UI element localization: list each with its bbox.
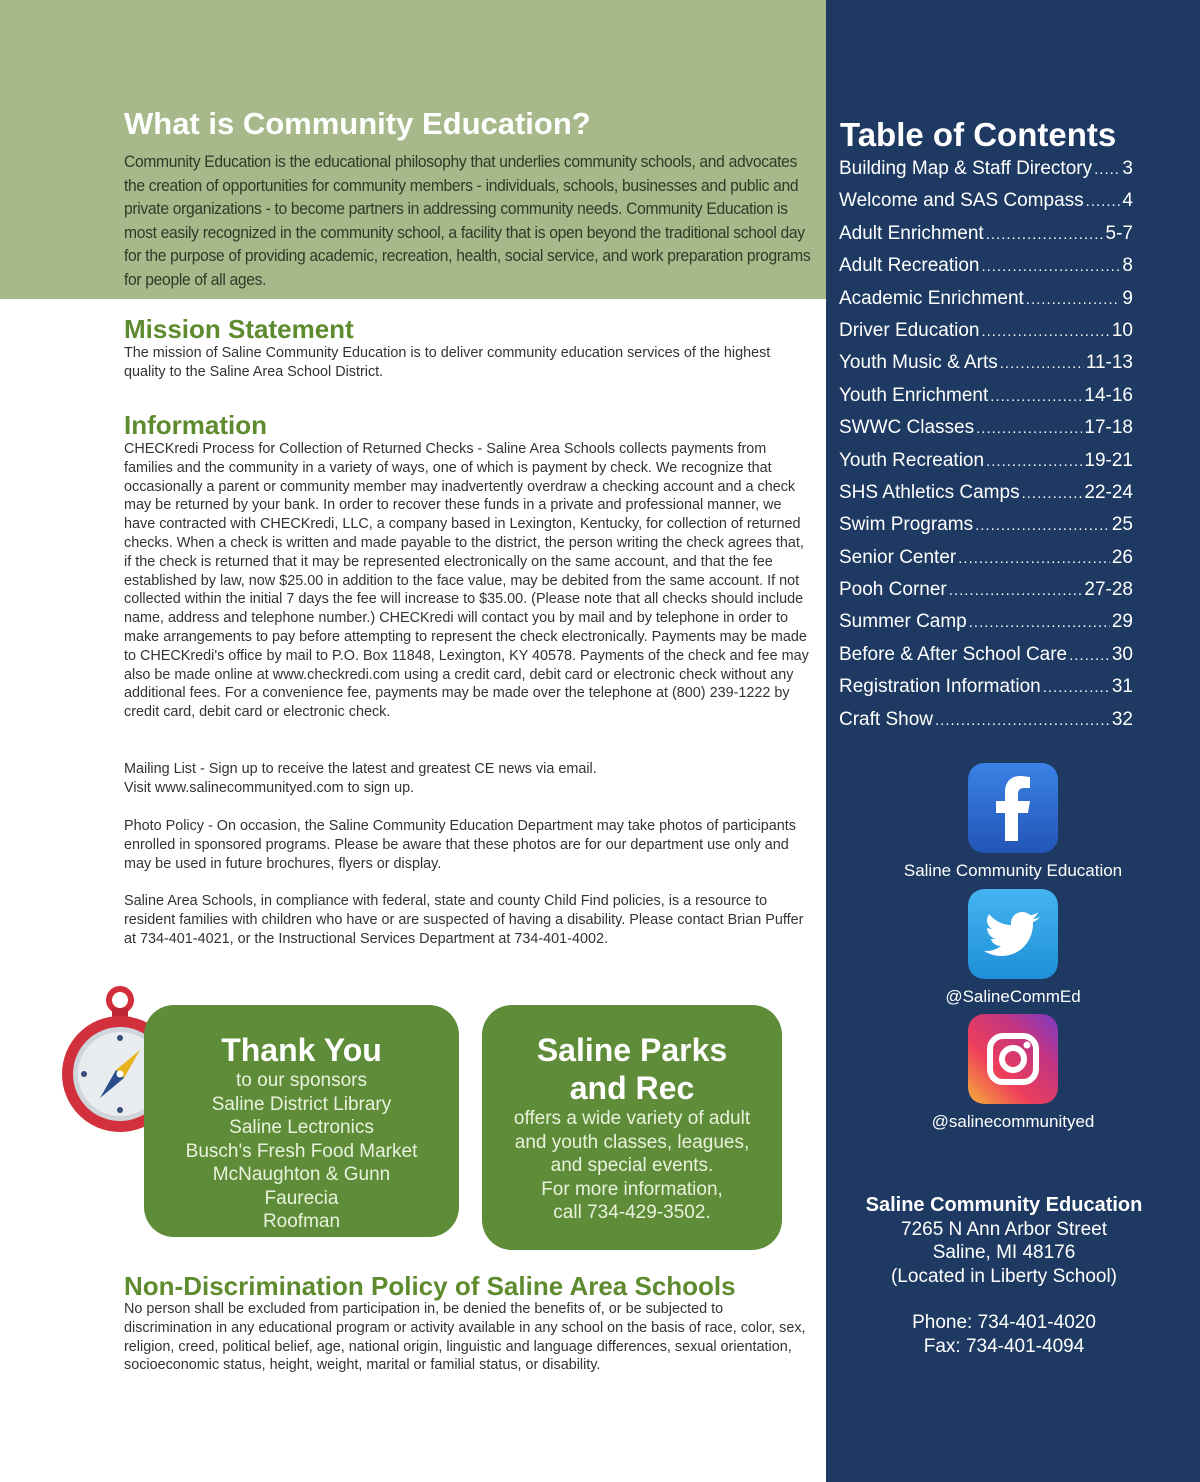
- toc-item[interactable]: [839, 352, 1133, 384]
- sponsor-line: McNaughton & Gunn: [212, 1164, 391, 1185]
- toc-leader: [969, 614, 1110, 631]
- intro-title: What is Community Education?: [124, 106, 591, 141]
- toc-item[interactable]: [839, 223, 1133, 255]
- contact-spacer: [826, 1288, 1182, 1311]
- mailing-list-line-2: Visit www.salinecommunityed.com to sign up.: [124, 779, 415, 796]
- information-heading: Information: [124, 410, 267, 440]
- sponsor-line: Busch's Fresh Food Market: [185, 1140, 418, 1162]
- toc-leader: [958, 550, 1110, 567]
- contact-phone[interactable]: Phone: 734-401-4020: [912, 1312, 1096, 1334]
- toc-item[interactable]: [839, 450, 1133, 482]
- instagram-icon[interactable]: [968, 1014, 1058, 1104]
- toc-item-label: Before & After School Care: [839, 643, 1068, 665]
- toc-item[interactable]: [839, 676, 1133, 708]
- toc-item[interactable]: [839, 417, 1133, 449]
- contact-note: (Located in Liberty School): [890, 1265, 1117, 1287]
- toc-item-page: 3: [1122, 158, 1133, 179]
- toc-item-label: Driver Education: [839, 319, 980, 341]
- toc-item-label: Academic Enrichment: [839, 287, 1024, 309]
- contact-block: [826, 1194, 1182, 1359]
- toc-leader: [1026, 291, 1121, 308]
- toc-leader: [1094, 161, 1120, 178]
- twitter-link[interactable]: [826, 889, 1200, 1007]
- toc-item-page: 31: [1111, 676, 1133, 698]
- toc-item-page: 9: [1122, 287, 1133, 309]
- toc-item-label: SWWC Classes: [839, 417, 975, 439]
- parks-rec-box: [482, 1005, 782, 1250]
- toc-title: Table of Contents: [840, 116, 1117, 153]
- toc-leader: [1043, 679, 1110, 696]
- sponsor-line: Faurecia: [264, 1187, 339, 1209]
- toc-item-label: Adult Recreation: [839, 255, 980, 277]
- non-discrimination-text: No person shall be excluded from participation in, be denied the benefits of, or be subjected to discrimination in any educational program or activity available in any school on the basis of race, color, sex, religion, creed, political belief, age, national origin, linguistic and language differences, sexual orientation, socioeconomic status, height, weight, marital or familial status, or disability.: [124, 1301, 806, 1374]
- toc-item-page: 32: [1111, 708, 1133, 730]
- toc-item-page: 4: [1122, 190, 1133, 212]
- facebook-label: Saline Community Education: [903, 861, 1123, 880]
- instagram-label: @salinecommunityed: [931, 1112, 1095, 1131]
- toc-leader: [949, 582, 1083, 599]
- toc-item[interactable]: [839, 288, 1133, 320]
- checkredi-text: CHECKredi Process for Collection of Returned Checks - Saline Area Schools collects payments from families and the community in a variety of ways, one of which is payment by check. We recognize that occasionally a parent or community member may inadvertently overdraw a checking account and a check may be returned by your bank. In order to recover these funds in a private and professional manner, we have contracted with CHECKredi, LLC, a company based in Lexington, Kentucky, for collection of returned checks. When a check is written and made payable to the district, the person writing the check agrees that, if the check is returned that it may be represented electronically on the same account, and that the fee established by law, now $25.00 in addition to the face value, may be debited from the same account. If not collected within the initial 7 days the fee will increase to $35.00. (Please note that all checks should include name, address and telephone number.) CHECKredi will contact you by mail and by telephone in order to make arrangements to pay before attempting to represent the check electronically. Payments may be made to CHECKredi's office by mail to P.O. Box 11848, Lexington, KY 40578. Payments of the check and fee may also be made online at www.checkredi.com using a credit card, debit card or electronic check without any additional fees. For a convenience fee, payments may be made over the telephone at (800) 239-1222 by credit card, debit card or electronic check.: [124, 441, 809, 721]
- toc-item-page: 11-13: [1085, 352, 1133, 374]
- instagram-link[interactable]: [826, 1014, 1200, 1132]
- toc-item[interactable]: [839, 190, 1133, 222]
- facebook-link[interactable]: [826, 763, 1200, 881]
- toc-item[interactable]: [839, 547, 1133, 579]
- toc-item-label: SHS Athletics Camps: [839, 481, 1020, 503]
- toc-item-label: Adult Enrichment: [839, 222, 984, 244]
- toc-item-label: Senior Center: [839, 546, 957, 568]
- mailing-list-line-1: Mailing List - Sign up to receive the latest and greatest CE news via email.: [124, 761, 597, 777]
- toc-item[interactable]: [839, 482, 1133, 514]
- toc-leader: [976, 420, 1082, 437]
- toc-item[interactable]: [839, 514, 1133, 546]
- parks-rec-line: call 734-429-3502.: [553, 1202, 711, 1223]
- toc-item[interactable]: [839, 385, 1133, 417]
- toc-item-page: 14-16: [1084, 384, 1133, 406]
- toc-item-label: Swim Programs: [839, 514, 974, 536]
- toc-item[interactable]: [839, 158, 1133, 190]
- toc-item[interactable]: [839, 579, 1133, 611]
- twitter-icon[interactable]: [968, 889, 1058, 979]
- thank-you-box: [144, 1005, 459, 1237]
- parks-rec-line: and special events.: [550, 1155, 714, 1176]
- toc-item-label: Building Map & Staff Directory: [839, 158, 1093, 179]
- toc-item[interactable]: [839, 709, 1133, 741]
- toc-item-page: 25: [1111, 514, 1133, 536]
- toc-item-label: Welcome and SAS Compass: [839, 190, 1084, 212]
- contact-name: Saline Community Education: [865, 1194, 1143, 1216]
- contact-city: Saline, MI 48176: [932, 1242, 1076, 1264]
- photo-policy-text: Photo Policy - On occasion, the Saline Community Education Department may take photos of participants enrolled in sponsored programs. Please be aware that these photos are for our department use only and may be used in future brochures, flyers or display.: [124, 818, 796, 872]
- parks-rec-title-line-1: Saline Parks: [536, 1032, 728, 1068]
- toc-leader: [1000, 355, 1084, 372]
- toc-item-page: 19-21: [1084, 449, 1133, 471]
- toc-item-label: Pooh Corner: [839, 579, 947, 601]
- toc-leader: [981, 258, 1120, 275]
- toc-item-label: Youth Recreation: [839, 449, 985, 471]
- toc-item[interactable]: [839, 320, 1133, 352]
- toc-item-label: Craft Show: [839, 708, 933, 730]
- toc-leader: [1069, 647, 1110, 664]
- parks-rec-line: and youth classes, leagues,: [514, 1131, 750, 1153]
- facebook-icon[interactable]: [968, 763, 1058, 853]
- toc-item-label: Registration Information: [839, 676, 1041, 698]
- twitter-label: @SalineCommEd: [945, 987, 1081, 1006]
- mailing-list-text: [124, 760, 814, 798]
- toc-item-page: 8: [1122, 255, 1133, 277]
- toc-leader: [990, 388, 1082, 405]
- toc-item-page: 27-28: [1084, 579, 1133, 601]
- child-find-text: Saline Area Schools, in compliance with federal, state and county Child Find policies, is a resource to resident families with children who have or are suspected of having a disability. Please contact Brian Puffer at 734-401-4021, or the Instructional Services Department at 734-401-4002.: [124, 893, 804, 947]
- toc-item-label: Summer Camp: [839, 611, 967, 633]
- toc-list: [839, 158, 1133, 741]
- toc-item-page: 26: [1111, 546, 1133, 568]
- toc-item[interactable]: [839, 611, 1133, 643]
- parks-rec-line: offers a wide variety of adult: [513, 1108, 751, 1129]
- toc-item-label: Youth Music & Arts: [839, 352, 998, 374]
- contact-fax: Fax: 734-401-4094: [923, 1335, 1085, 1357]
- parks-rec-line: For more information,: [541, 1178, 723, 1200]
- toc-leader: [981, 323, 1109, 340]
- toc-leader: [1086, 193, 1121, 210]
- toc-item-page: 22-24: [1084, 481, 1133, 503]
- toc-leader: [1022, 485, 1083, 502]
- sponsor-line: Saline District Library: [211, 1093, 392, 1115]
- toc-leader: [986, 453, 1082, 470]
- toc-item-page: 10: [1111, 319, 1133, 341]
- contact-street: 7265 N Ann Arbor Street: [901, 1218, 1107, 1240]
- toc-item-page: 30: [1111, 643, 1133, 665]
- sponsor-line: to our sponsors: [236, 1070, 367, 1091]
- toc-item[interactable]: [839, 255, 1133, 287]
- sponsor-line: Roofman: [262, 1211, 341, 1232]
- toc-item[interactable]: [839, 644, 1133, 676]
- thank-you-title: Thank You: [221, 1032, 382, 1068]
- non-discrimination-heading: Non-Discrimination Policy of Saline Area Schools: [124, 1271, 736, 1301]
- mission-text: The mission of Saline Community Education is to deliver community education services of the highest quality to the Saline Area School District.: [124, 345, 771, 380]
- toc-item-page: 5-7: [1105, 222, 1133, 244]
- parks-rec-title-line-2: and Rec: [569, 1070, 695, 1106]
- toc-leader: [975, 517, 1110, 534]
- mission-heading: Mission Statement: [124, 314, 354, 344]
- toc-leader: [935, 712, 1110, 729]
- toc-item-page: 29: [1111, 611, 1133, 633]
- toc-item-label: Youth Enrichment: [839, 384, 989, 406]
- toc-item-page: 17-18: [1084, 417, 1133, 439]
- intro-text: Community Education is the educational philosophy that underlies community schools, and advocates the creation of opportunities for community members - individuals, schools, businesses and public and private organizations - to become partners in addressing community needs. Community Education is most easily recognized in the community school, a facility that is open beyond the traditional school day for the purpose of providing academic, recreation, health, social service, and work preparation programs for people of all ages.: [124, 152, 811, 289]
- toc-leader: [986, 226, 1104, 243]
- sponsor-line: Saline Lectronics: [229, 1117, 374, 1138]
